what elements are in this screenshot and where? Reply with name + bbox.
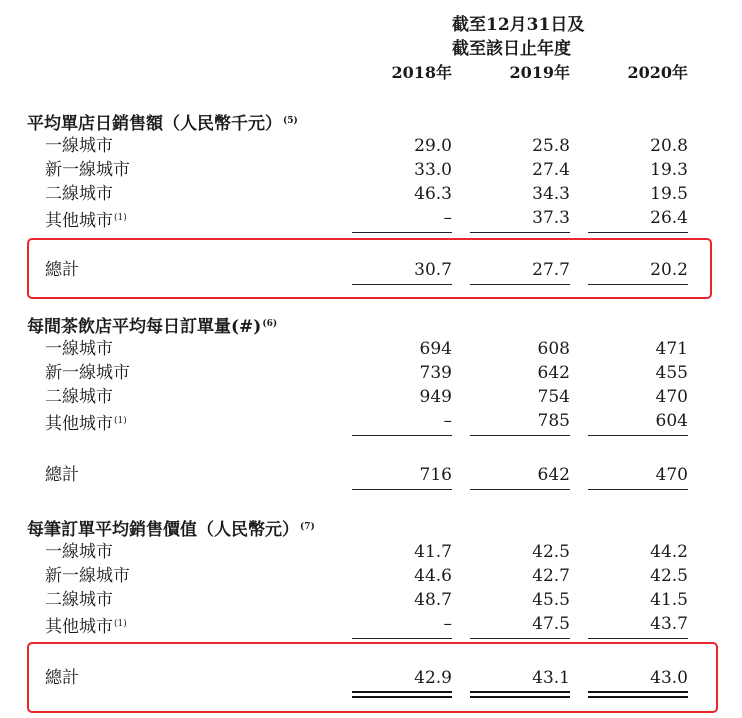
double-rule	[470, 691, 570, 698]
table-cell: 754	[537, 387, 570, 407]
total-rule	[470, 284, 570, 285]
table-cell: 46.3	[414, 184, 452, 204]
subtotal-rule	[352, 638, 452, 639]
subtotal-rule	[470, 638, 570, 639]
table-cell: 45.5	[532, 590, 570, 610]
total-label: 總計	[45, 465, 79, 485]
table-cell: 26.4	[650, 208, 688, 228]
total-cell: 20.2	[650, 260, 688, 280]
total-cell: 716	[419, 465, 452, 485]
subtotal-rule	[352, 232, 452, 233]
table-cell: 455	[655, 363, 688, 383]
table-cell: 27.4	[532, 160, 570, 180]
row-label: 其他城市$^{(1)}$	[45, 211, 127, 231]
total-cell: 470	[655, 465, 688, 485]
row-label: 其他城市$^{(1)}$	[45, 617, 127, 637]
table-cell: 739	[419, 363, 452, 383]
total-cell: 30.7	[414, 260, 452, 280]
row-label: 一線城市	[45, 136, 113, 156]
table-cell: 471	[655, 339, 688, 359]
row-label: 新一線城市	[45, 160, 130, 180]
table-cell: 42.7	[532, 566, 570, 586]
table-cell: 785	[537, 411, 570, 431]
subtotal-rule	[352, 435, 452, 436]
total-rule	[352, 489, 452, 490]
table-cell: 44.2	[650, 542, 688, 562]
table-cell: 41.5	[650, 590, 688, 610]
double-rule	[352, 691, 452, 698]
table-cell: 19.5	[650, 184, 688, 204]
total-cell: 43.0	[650, 668, 688, 688]
row-label: 一線城市	[45, 339, 113, 359]
table-cell: 33.0	[414, 160, 452, 180]
row-label: 新一線城市	[45, 566, 130, 586]
table-cell: 43.7	[650, 614, 688, 634]
table-cell: 47.5	[532, 614, 570, 634]
total-cell: 42.9	[414, 668, 452, 688]
table-cell: 44.6	[414, 566, 452, 586]
table-cell: 48.7	[414, 590, 452, 610]
total-cell: 27.7	[532, 260, 570, 280]
table-cell: 42.5	[650, 566, 688, 586]
table-cell: 604	[655, 411, 688, 431]
total-label: 總計	[45, 260, 79, 280]
table-cell: –	[443, 614, 452, 634]
row-label: 二線城市	[45, 387, 113, 407]
table-cell: 42.5	[532, 542, 570, 562]
total-rule	[588, 284, 688, 285]
row-label: 二線城市	[45, 184, 113, 204]
table-cell: 41.7	[414, 542, 452, 562]
double-rule	[588, 691, 688, 698]
table-cell: 608	[537, 339, 570, 359]
year-header-2018: 2018年	[391, 63, 452, 82]
subtotal-rule	[588, 638, 688, 639]
section-title-order-value: 每筆訂單平均銷售價值（人民幣元）$^{(7)}$	[27, 520, 315, 540]
row-label: 一線城市	[45, 542, 113, 562]
table-cell: 470	[655, 387, 688, 407]
total-rule	[470, 489, 570, 490]
year-header-2020: 2020年	[627, 63, 688, 82]
subtotal-rule	[588, 435, 688, 436]
table-cell: 19.3	[650, 160, 688, 180]
table-cell: –	[443, 411, 452, 431]
row-label: 其他城市$^{(1)}$	[45, 414, 127, 434]
total-cell: 642	[537, 465, 570, 485]
total-cell: 43.1	[532, 668, 570, 688]
total-label: 總計	[45, 668, 79, 688]
subtotal-rule	[588, 232, 688, 233]
subtotal-rule	[470, 435, 570, 436]
period-header-line1: 截至12月31日及	[452, 15, 585, 35]
year-header-2019: 2019年	[509, 63, 570, 82]
row-label: 新一線城市	[45, 363, 130, 383]
table-cell: 694	[419, 339, 452, 359]
section-title-daily-sales: 平均單店日銷售額（人民幣千元）$^{(5)}$	[27, 114, 298, 134]
table-cell: 949	[419, 387, 452, 407]
total-rule	[352, 284, 452, 285]
table-cell: –	[443, 208, 452, 228]
period-header-line2: 截至該日止年度	[452, 39, 571, 59]
row-label: 二線城市	[45, 590, 113, 610]
subtotal-rule	[470, 232, 570, 233]
table-cell: 20.8	[650, 136, 688, 156]
table-cell: 642	[537, 363, 570, 383]
table-cell: 25.8	[532, 136, 570, 156]
table-cell: 29.0	[414, 136, 452, 156]
table-cell: 34.3	[532, 184, 570, 204]
section-title-daily-orders: 每間茶飲店平均每日訂單量(#)$^{(6)}$	[27, 317, 278, 337]
table-cell: 37.3	[532, 208, 570, 228]
total-rule	[588, 489, 688, 490]
